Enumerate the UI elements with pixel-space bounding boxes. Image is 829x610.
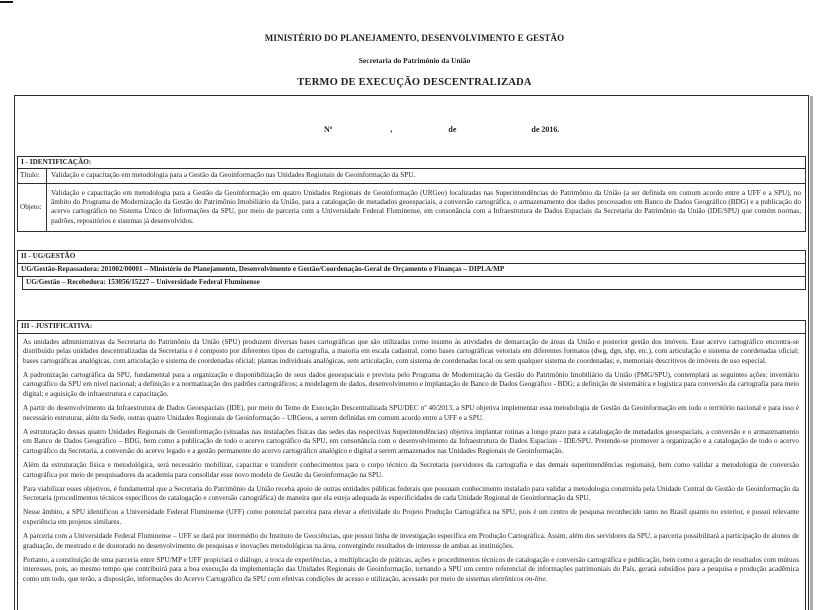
justificativa-paragraph <box>23 556 799 585</box>
document-frame <box>14 95 809 610</box>
justificativa-paragraph: A padronização cartográfica da SPU, fundamental para a organização e disponibilização de seus dados geoespaciais e prevista pelo Programa de Modernização da Gestão do Patrimônio Imobiliário da União (PMG/SPU), contemplará as seguintes ações: inventário cartográfico da SPU em nível nacional; a definição e a normatização dos padrões cartográficos; a modelagem de dados, desenvolvimento e implantação de Banco de Dados Geográfico - BDG; a definição de sistemática e logística para conversão da cartografia para meio digital; e aquisição de infraestrutura e capacitação. <box>23 370 799 398</box>
objeto-label: Objeto: <box>18 184 47 231</box>
justificativa-paragraph: As unidades administrativas da Secretaria do Patrimônio da União (SPU) produzem diversas bases cartográficas que são utilizadas como insumo às atividades de demarcação de áreas da União e posterior gestão dos imóveis. Esse acervo cartográfico encontra-se distribuído pelas unidades descentralizadas da Secretaria e é composto por diferentes tipos de cartografia, a maioria em escala cadastral, como bases cartográficas vetoriais em diferentes formatos (dwg, dgn, shp, etc.), com articulação e sistema de coordenadas oficial; bases cartográficas analógicas, com articulação e sistema de coordenadas oficial; plantas individuais analógicas, sem articulação, com sistema de coordenadas local ou sem qualquer sistema de coordenadas; e, memoriais descritivos de imóveis de uso especial. <box>23 337 799 365</box>
numero-year: de 2016. <box>531 125 560 134</box>
numero-de: de <box>448 125 457 134</box>
titulo-text: Validação e capacitação em metodologia para a Gestão da Geoinformação nas Unidades Regionais de Geoinformação da SPU. <box>51 171 416 180</box>
titulo-label: Título: <box>18 169 47 182</box>
ministry-name: MINISTÉRIO DO PLANEJAMENTO, DESENVOLVIMENTO E GESTÃO <box>264 33 565 43</box>
objeto-row <box>17 184 806 232</box>
justificativa-paragraph: Além da estruturação física e metodológica, será necessário mobilizar, capacitar e transferir conhecimentos para o corpo técnico da Secretaria (servidores da cartografia e das demais superintendências regionais), bem como validar a metodologia de conversão cartográfica por meio de pesquisadores da academia para consolidar esse novo modelo de Gestão da Geoinformação na SPU. <box>23 460 799 479</box>
section-justificativa <box>17 320 806 610</box>
document-number-date-line <box>15 116 808 143</box>
objeto-text: Validação e capacitação em metodologia para a Gestão da Geoinformação em quatro Unidades Regionais de Geoinformação (URGeo) localizadas nas Superintendências do Patrimônio da União (a ser definida em comum acordo entre a UFF e a SPU), no âmbito do Programa de Modernização da Gestão do Patrimônio Imobiliário da União, para a catalogação de metadados geoespaciais, a conversão cartográfica, o armazenamento dos dados processados em Banco de Dados Geográfico (BDG) e a publicação do acervo cartográfico no Sistema Único de Informações da SPU, por meio de parceria com a Universidade Federal Fluminense, em consonância com a Infraestrutura de Dados Espaciais da Secretaria do Patrimônio da União (IDE/SPU) que contém normas, padrões, repositórios e sistemas já desenvolvidos. <box>51 188 801 225</box>
document-title: TERMO DE EXECUÇÃO DESCENTRALIZADA <box>297 77 532 88</box>
justificativa-body <box>17 334 806 610</box>
letterhead <box>0 0 829 88</box>
justificativa-paragraph: A estruturação dessas quatro Unidades Regionais de Geoinformação (situadas nas instalações físicas das sedes das respectivas Superintendências) objetiva implantar rotinas a longo prazo para a catalogação de metadados geoespaciais, a conversão e o armazenamento em Banco de Dados Geográfico – BDG, bem como a publicação de todo o acervo cartográfico da SPU, em consonância com o desenvolvimento da Infraestrutura de Dados Espaciais - IDE/SPU. Pretende-se promover a organização e a catalogação de todo o acervo cartográfico da Secretaria, a conversão do acervo legado e a gestão permanente do acervo cartográfico analógico e digital a serem armazenados nas Unidades Regionais de Geoinformação. <box>23 427 799 455</box>
ug-recebedora-row: UG/Gestão – Recebedora: 153056/15227 – Universidade Federal Fluminense <box>22 277 806 290</box>
numero-symbol: Nº <box>324 125 333 134</box>
online-emphasis: on-line. <box>525 574 548 583</box>
secretariat-name: Secretaria do Patrimônio da União <box>358 56 471 65</box>
justificativa-paragraph: A parceria com a Universidade Federal Fluminense – UFF se dará por intermédio do Instituto de Geociências, que possui linha de investigação específica em Produção Cartográfica. Assim, além dos servidores da SPU, a parceria possibilitará a participação de alunos de graduação, de mestrado e de doutorado no desenvolvimento de pesquisas e inovações metodológicas na área, convergindo resultados de interesse de ambas as instituições. <box>23 531 799 550</box>
justificativa-paragraph: Nesse âmbito, a SPU identificou a Universidade Federal Fluminense (UFF) como potencial parceira para elevar a efetividade do Projeto Produção Cartográfica na SPU, pois é um centro de pesquisa reconhecido tanto no Brasil quanto no exterior, e possui relevante experiência em projetos similares. <box>23 508 799 526</box>
page-edge-shadow <box>810 96 813 610</box>
ug-repassadora-row: UG/Gestão-Repassadora: 201002/00001 – Ministério do Planejamento, Desenvolvimento e Gestão/Coordenação-Geral de Orçamento e Finanças – DIPLA/MP <box>17 264 806 277</box>
section-justificativa-heading: III - JUSTIFICATIVA: <box>17 320 806 333</box>
titulo-row <box>17 169 806 183</box>
section-ug-gestao-heading: II - UG/GESTÃO <box>17 250 806 263</box>
section-identificacao-heading: I - IDENTIFICAÇÃO: <box>17 156 806 169</box>
section-identificacao <box>17 156 806 232</box>
justificativa-paragraph: A partir do desenvolvimento da Infraestrutura de Dados Geoespaciais (IDE), por meio do Temo de Execução Descentralizada SPU/DEC nº 40/2013, a SPU objetiva implementar essa metodologia de Gestão da Geoinformação em todo o território nacional e para isso é necessário estruturar, além da Sede, outras quatro Unidades Regionais de Geoinformação – URGeos, a serem definidas em comum acordo entre a UFF e a SPU. <box>23 404 799 422</box>
numero-comma: , <box>390 125 393 134</box>
section-ug-gestao <box>17 250 806 290</box>
justificativa-paragraph: Para viabilizar esses objetivos, é fundamental que a Secretaria do Patrimônio da União receba apoio de outras entidades públicas federais que possuam conhecimento instalado para validar a metodologia construída pela Unidade Central de Gestão de Geoinformação da Secretaria (procedimentos técnicos específicos de catalogação e conversão cartográfica) de maneira que ela esteja adequada às especificidades de cada Unidade Regional de Geoinformação da SPU. <box>23 484 799 503</box>
justificativa-last-paragraph-text: Portanto, a constituição de uma parceria entre SPU/MP e UFF propiciará o diálogo, a troca de experiências, a multiplicação de práticas, ações e procedimentos técnicos de catalogação e conversão cartográfica e publicação, bem como a geração de resultados com mútuos interesses, pois, ao mesmo tempo que contribuirá para a boa execução da implementação das Unidades Regionais de Geoinformação, tornando a SPU um centro referencial de informações patrimoniais do País, gerará subsídios para a pesquisa e produção acadêmica como um todo, que terão, a disposição, informações do Acervo Cartográfico da SPU com efetivas condições de acesso e utilização, acessado por meio de sistemas eletrônicos <box>23 555 799 583</box>
